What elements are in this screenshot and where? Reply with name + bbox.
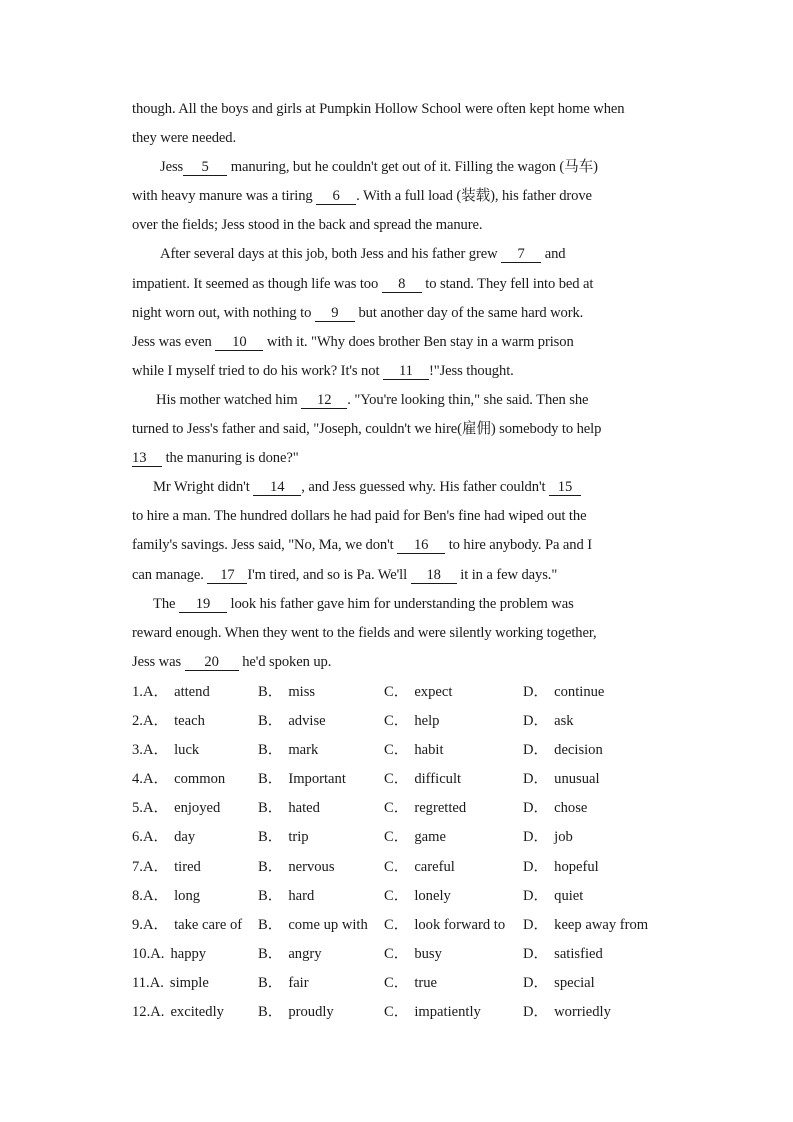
option-c-label: C． — [384, 829, 409, 846]
option-b-label: B． — [258, 713, 283, 730]
option-a-text: teach — [174, 713, 205, 730]
option-d-text: decision — [554, 742, 603, 759]
option-b — [258, 736, 318, 765]
option-c-label: C． — [384, 974, 409, 991]
option-d-label: D． — [523, 829, 549, 846]
option-a-text: happy — [170, 945, 207, 962]
passage-text: Jess — [160, 159, 184, 176]
blank-20: 20 — [185, 654, 239, 671]
option-d-text: satisfied — [554, 945, 603, 962]
option-b-text: angry — [288, 945, 322, 962]
passage-line — [132, 182, 660, 211]
passage-text: impatient. It seemed as though life was too — [132, 275, 379, 292]
option-d — [523, 911, 648, 940]
option-d — [523, 940, 603, 969]
option-d-text: special — [554, 974, 595, 991]
passage-line — [132, 124, 660, 153]
option-a — [132, 707, 205, 736]
option-b-text: nervous — [288, 858, 335, 875]
option-d — [523, 853, 599, 882]
option-c — [384, 794, 466, 823]
option-d-text: worriedly — [554, 1004, 611, 1021]
option-b — [258, 765, 346, 794]
option-d-label: D． — [523, 742, 549, 759]
option-b-text: mark — [288, 742, 319, 759]
passage-text: he'd spoken up. — [242, 653, 332, 670]
option-b-text: hard — [288, 887, 315, 904]
question-row — [132, 823, 672, 852]
passage-text: Jess was — [132, 653, 182, 670]
option-a — [132, 998, 224, 1027]
option-b — [258, 911, 368, 940]
passage-text: over the fields; Jess stood in the back and spread the manure. — [132, 217, 483, 234]
blank-8: 8 — [382, 276, 422, 293]
option-d-text: unusual — [554, 771, 600, 788]
passage-text: look his father gave him for understanding the problem was — [230, 595, 574, 612]
option-a-text: long — [174, 887, 201, 904]
blank-7: 7 — [501, 246, 541, 263]
option-d — [523, 823, 573, 852]
option-b-text: Important — [288, 771, 346, 788]
passage-text: I'm tired, and so is Pa. We'll — [247, 566, 408, 583]
option-a-label: 9.A． — [132, 916, 169, 933]
passage-text: to stand. They fell into bed at — [425, 275, 594, 292]
blank-16: 16 — [397, 537, 445, 554]
option-c-text: true — [414, 974, 438, 991]
option-b-label: B． — [258, 684, 283, 700]
option-d — [523, 678, 604, 707]
passage-text: can manage. — [132, 566, 204, 583]
option-b — [258, 940, 322, 969]
option-a-text: simple — [169, 974, 209, 991]
passage-line — [132, 415, 660, 444]
question-row — [132, 765, 672, 794]
option-b-label: B． — [258, 858, 283, 875]
option-d-label: D． — [523, 974, 549, 991]
option-a-text: excitedly — [170, 1004, 224, 1021]
option-b — [258, 678, 315, 707]
option-d-text: quiet — [554, 887, 584, 904]
passage-text: they were needed. — [132, 130, 237, 147]
option-a — [132, 940, 206, 969]
option-d-label: D． — [523, 887, 549, 904]
blank-18: 18 — [411, 567, 457, 584]
passage-text: the manuring is done?" — [165, 450, 299, 467]
passage-text: though. All the boys and girls at Pumpkin Hollow School were often kept home when — [132, 101, 625, 117]
blank-19: 19 — [179, 596, 227, 613]
passage-text: The — [153, 595, 176, 612]
option-b-label: B． — [258, 1004, 283, 1021]
question-row — [132, 969, 672, 998]
option-a — [132, 882, 200, 911]
option-b-text: fair — [288, 974, 309, 991]
option-d-label: D． — [523, 858, 549, 875]
option-d-label: D． — [523, 916, 549, 933]
option-a-label: 12.A. — [132, 1004, 165, 1021]
option-b — [258, 707, 326, 736]
question-row — [132, 678, 672, 707]
option-d-label: D． — [523, 800, 549, 817]
passage-text: . "You're looking thin," she said. Then she — [347, 391, 589, 408]
passage-text: to hire a man. The hundred dollars he had paid for Ben's fine had wiped out the — [132, 508, 587, 525]
option-c — [384, 969, 437, 998]
blank-9: 9 — [315, 305, 355, 322]
option-a-text: common — [174, 771, 226, 788]
option-b-label: B． — [258, 800, 283, 817]
blank-11: 11 — [383, 363, 429, 380]
option-c-text: busy — [414, 945, 442, 962]
passage-line — [132, 299, 660, 328]
option-a — [132, 765, 225, 794]
question-row — [132, 853, 672, 882]
option-d-label: D． — [523, 771, 549, 788]
option-c — [384, 736, 444, 765]
passage-text: night worn out, with nothing to — [132, 304, 312, 321]
option-c — [384, 678, 452, 707]
passage-line — [132, 386, 660, 415]
passage-line — [132, 240, 660, 269]
passage-text: Jess was even — [132, 333, 212, 350]
passage-line — [132, 270, 660, 299]
option-b-label: B． — [258, 887, 283, 904]
option-d-text: continue — [554, 684, 605, 700]
option-c-text: help — [414, 713, 440, 730]
option-a-text: day — [174, 829, 196, 846]
option-d-text: hopeful — [554, 858, 599, 875]
passage-line — [132, 211, 660, 240]
passage-text: with heavy manure was a tiring — [132, 188, 313, 205]
passage-line — [132, 531, 660, 560]
option-a — [132, 736, 199, 765]
option-b-label: B． — [258, 829, 283, 846]
passage-text: . With a full load (装载), his father drove — [356, 188, 592, 205]
option-a — [132, 678, 210, 707]
passage-line — [132, 473, 660, 502]
option-a-label: 2.A． — [132, 713, 169, 730]
option-a — [132, 823, 195, 852]
blank-17: 17 — [207, 567, 247, 584]
option-a-label: 6.A． — [132, 829, 169, 846]
passage-text: while I myself tried to do his work? It's not — [132, 362, 380, 379]
option-b — [258, 969, 309, 998]
option-c-text: look forward to — [414, 916, 506, 933]
option-c — [384, 707, 439, 736]
option-c-text: game — [414, 829, 446, 846]
blank-15: 15 — [549, 479, 581, 496]
passage-line — [132, 561, 660, 590]
option-d-text: job — [554, 829, 573, 846]
question-row — [132, 911, 672, 940]
option-c-text: difficult — [414, 771, 462, 788]
option-c-text: careful — [414, 858, 455, 875]
answer-options — [132, 678, 672, 1027]
option-a-text: enjoyed — [174, 800, 221, 817]
option-d — [523, 882, 583, 911]
option-d-label: D． — [523, 945, 549, 962]
question-row — [132, 707, 672, 736]
blank-5: 5 — [183, 159, 227, 176]
blank-10: 10 — [215, 334, 263, 351]
passage-text: reward enough. When they went to the fields and were silently working together, — [132, 624, 597, 641]
option-b — [258, 882, 314, 911]
passage-text: and — [544, 246, 566, 263]
option-c — [384, 882, 451, 911]
option-c-label: C． — [384, 1004, 409, 1021]
passage-text: Mr Wright didn't — [153, 479, 250, 496]
passage-text: His mother watched him — [156, 391, 298, 408]
option-c-label: C． — [384, 945, 409, 962]
option-b — [258, 794, 320, 823]
blank-14: 14 — [253, 479, 301, 496]
passage-line — [132, 502, 660, 531]
option-c-text: lonely — [414, 887, 451, 904]
option-b-text: come up with — [288, 916, 368, 933]
option-c-label: C． — [384, 713, 409, 730]
blank-6: 6 — [316, 188, 356, 205]
option-d — [523, 794, 587, 823]
option-a-label: 5.A． — [132, 800, 169, 817]
option-c-label: C． — [384, 858, 409, 875]
option-b-label: B． — [258, 945, 283, 962]
option-a-label: 3.A． — [132, 742, 169, 759]
option-a-label: 7.A． — [132, 858, 169, 875]
option-c-text: impatiently — [414, 1004, 481, 1021]
passage-line — [132, 648, 660, 677]
option-d — [523, 736, 603, 765]
option-d — [523, 998, 611, 1027]
option-b-text: hated — [288, 800, 320, 817]
option-a-label: 4.A． — [132, 771, 169, 788]
passage-line — [132, 444, 660, 473]
option-c-text: expect — [414, 684, 453, 700]
passage-text: !"Jess thought. — [428, 362, 514, 379]
option-c — [384, 765, 461, 794]
passage-text: family's savings. Jess said, "No, Ma, we don't — [132, 537, 394, 554]
option-d-label: D． — [523, 713, 549, 730]
question-row — [132, 794, 672, 823]
option-a-text: tired — [174, 858, 201, 875]
passage-text: to hire anybody. Pa and I — [448, 537, 592, 554]
option-d-text: ask — [554, 713, 574, 730]
option-a — [132, 794, 220, 823]
option-c-label: C． — [384, 771, 409, 788]
option-a-text: luck — [174, 742, 200, 759]
blank-12: 12 — [301, 392, 347, 409]
option-d — [523, 969, 595, 998]
option-b — [258, 853, 335, 882]
passage-text: turned to Jess's father and said, "Joseph, couldn't we hire(雇佣) somebody to help — [132, 421, 602, 438]
option-c-label: C． — [384, 742, 409, 759]
passage-text: , and Jess guessed why. His father couldn't — [301, 479, 546, 496]
passage-text: with it. "Why does brother Ben stay in a warm prison — [266, 333, 574, 350]
option-c — [384, 853, 455, 882]
question-row — [132, 998, 672, 1027]
option-b-text: proudly — [288, 1004, 334, 1021]
option-b-label: B． — [258, 974, 283, 991]
option-b-text: trip — [288, 829, 309, 846]
question-row — [132, 940, 672, 969]
option-c — [384, 940, 442, 969]
option-d-text: keep away from — [554, 916, 649, 933]
question-row — [132, 736, 672, 765]
option-a-label: 10.A. — [132, 945, 165, 962]
option-c-label: C． — [384, 916, 409, 933]
option-b — [258, 823, 309, 852]
option-d-text: chose — [554, 800, 588, 817]
option-c — [384, 998, 481, 1027]
option-d — [523, 765, 600, 794]
option-d — [523, 707, 574, 736]
passage-text: it in a few days." — [460, 566, 558, 583]
passage-line — [132, 95, 660, 124]
option-b-label: B． — [258, 771, 283, 788]
passage-text: but another day of the same hard work. — [358, 304, 584, 321]
passage-text: manuring, but he couldn't get out of it. Filling the wagon (马车) — [230, 159, 598, 176]
option-b-label: B． — [258, 916, 283, 933]
option-c — [384, 911, 505, 940]
passage-line — [132, 328, 660, 357]
passage-line — [132, 153, 660, 182]
option-b — [258, 998, 334, 1027]
option-c-label: C． — [384, 887, 409, 904]
option-c-text: regretted — [414, 800, 467, 817]
option-b-label: B． — [258, 742, 283, 759]
option-b-text: advise — [288, 713, 326, 730]
blank-13: 13 — [132, 450, 162, 467]
option-c-label: C． — [384, 684, 409, 700]
option-a-label: 8.A． — [132, 887, 169, 904]
option-a-label: 1.A． — [132, 684, 169, 700]
question-row — [132, 882, 672, 911]
passage-text: After several days at this job, both Jess and his father grew — [160, 246, 498, 263]
option-d-label: D． — [523, 684, 549, 700]
option-b-text: miss — [288, 684, 316, 700]
passage-line — [132, 357, 660, 386]
option-a — [132, 911, 242, 940]
option-a — [132, 853, 201, 882]
option-a-text: take care of — [174, 916, 243, 933]
option-a-label: 11.A. — [132, 974, 164, 991]
passage-line — [132, 619, 660, 648]
passage-line — [132, 590, 660, 619]
option-c-text: habit — [414, 742, 444, 759]
option-c-label: C． — [384, 800, 409, 817]
reading-passage — [132, 95, 660, 677]
option-a-text: attend — [174, 684, 210, 700]
option-a — [132, 969, 209, 998]
option-d-label: D． — [523, 1004, 549, 1021]
option-c — [384, 823, 446, 852]
